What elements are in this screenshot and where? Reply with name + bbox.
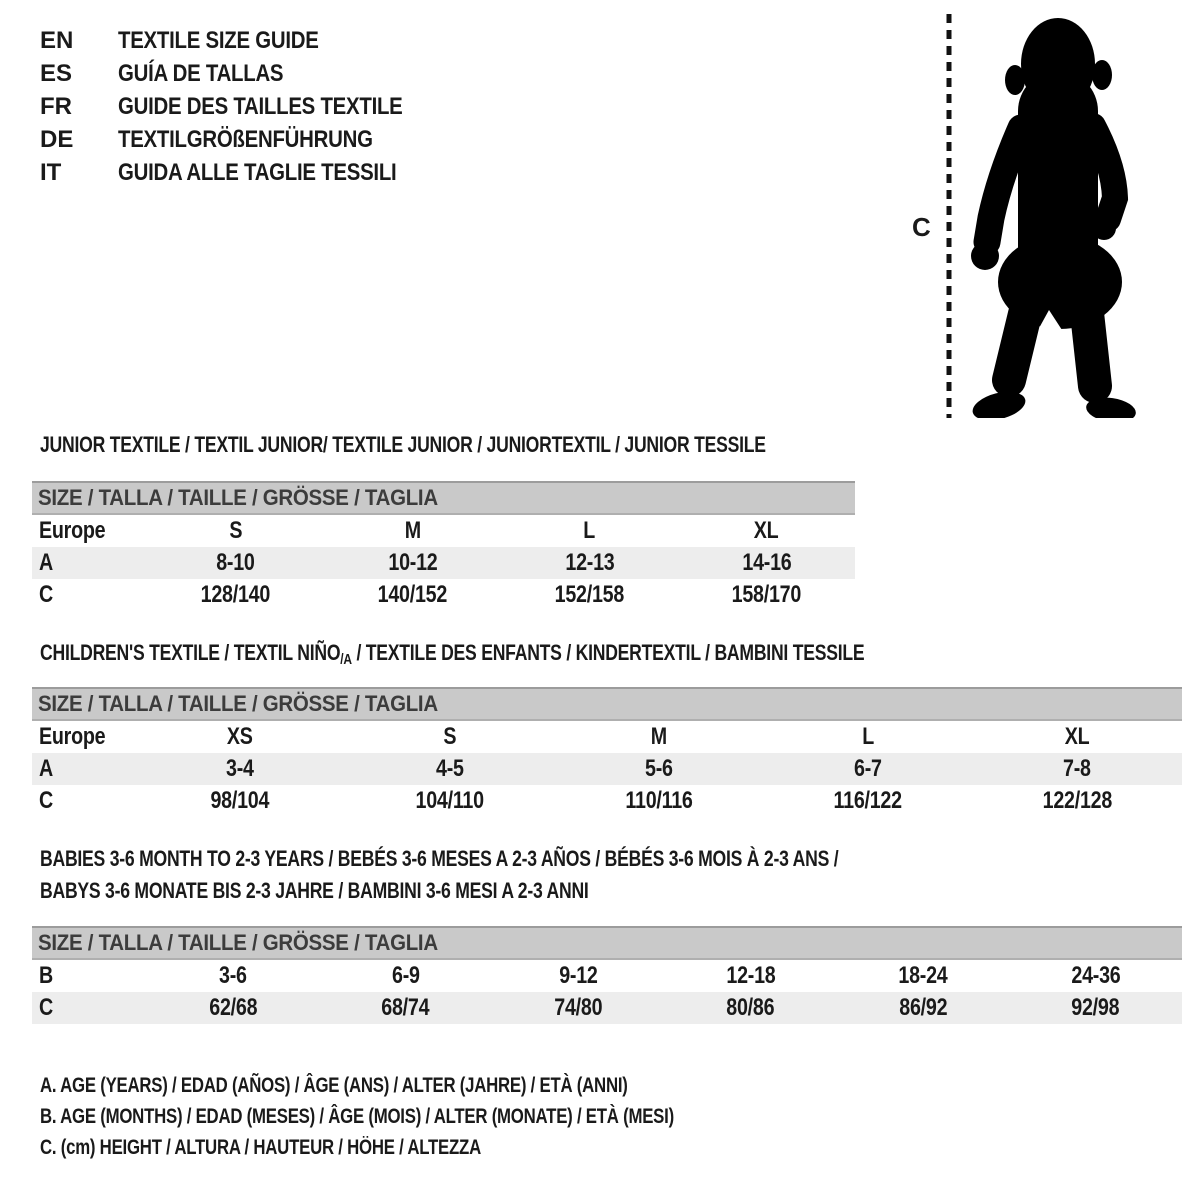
language-code: FR — [40, 92, 72, 120]
language-row — [40, 156, 453, 189]
table-row — [32, 579, 855, 611]
size-header-bar: SIZE / TALLA / TAILLE / GRÖSSE / TAGLIA — [38, 485, 438, 510]
language-title: GUIDE DES TAILLES TEXTILE — [118, 92, 403, 120]
value-cell: 80/86 — [726, 994, 775, 1021]
value-cell: 7-8 — [1063, 755, 1092, 782]
region-label-cell: Europe — [39, 723, 106, 750]
children-section-title: CHILDREN'S TEXTILE / TEXTIL NIÑO/A / TEXTILE DES ENFANTS / KINDERTEXTIL / BAMBINI TESSILE — [40, 640, 865, 668]
children-size-table — [32, 687, 1182, 817]
row-label-cell: A — [39, 755, 53, 782]
language-code: ES — [40, 59, 73, 87]
value-cell: 122/128 — [1042, 787, 1113, 814]
value-cell: 140/152 — [377, 581, 448, 608]
value-cell: 104/110 — [415, 787, 484, 814]
value-cell: 3-4 — [226, 755, 255, 782]
value-cell: 152/158 — [554, 581, 625, 608]
table-row — [32, 785, 1182, 817]
value-cell: 158/170 — [731, 581, 802, 608]
language-row — [40, 24, 453, 57]
value-cell: 98/104 — [210, 787, 270, 814]
size-header-row — [32, 482, 855, 514]
language-legend — [40, 24, 453, 189]
region-label-cell: Europe — [39, 517, 106, 544]
height-measure-label: C — [912, 212, 931, 242]
row-label-cell: C — [39, 787, 53, 814]
table-row — [32, 720, 1182, 753]
babies-section-title: BABIES 3-6 MONTH TO 2-3 YEARS / BEBÉS 3-6 MESES A 2-3 AÑOS / BÉBÉS 3-6 MOIS À 2-3 ANS / BABYS 3-6 MONATE BIS 2-3 JAHRE / BAMBINI 3-6 MESI A 2-3 ANNI — [40, 846, 839, 903]
size-cell: S — [442, 723, 456, 750]
language-code: EN — [40, 26, 74, 54]
size-cell: XL — [754, 517, 779, 544]
value-cell: 6-9 — [391, 962, 420, 989]
value-cell: 4-5 — [435, 755, 464, 782]
value-cell: 14-16 — [741, 549, 792, 576]
language-row — [40, 90, 453, 123]
table-row — [32, 959, 1182, 992]
footnotes — [40, 1070, 832, 1163]
row-label-cell: C — [39, 994, 53, 1021]
value-cell: 10-12 — [388, 549, 438, 576]
value-cell: 92/98 — [1071, 994, 1120, 1021]
size-cell: M — [650, 723, 667, 750]
value-cell: 12-18 — [726, 962, 776, 989]
value-cell: 86/92 — [899, 994, 948, 1021]
value-cell: 24-36 — [1071, 962, 1121, 989]
language-title: TEXTILGRÖßENFÜHRUNG — [118, 125, 373, 153]
junior-size-table — [32, 481, 855, 611]
size-header-row — [32, 927, 1182, 959]
language-title: GUIDA ALLE TAGLIE TESSILI — [118, 158, 397, 186]
size-cell: L — [583, 517, 596, 544]
row-label-cell: B — [39, 962, 53, 989]
size-header-row — [32, 688, 1182, 720]
language-row — [40, 57, 453, 90]
footnote: B. AGE (MONTHS) / EDAD (MESES) / ÂGE (MOIS) / ALTER (MONATE) / ETÀ (MESI) — [40, 1105, 674, 1128]
size-header-bar: SIZE / TALLA / TAILLE / GRÖSSE / TAGLIA — [38, 691, 438, 716]
value-cell: 74/80 — [554, 994, 603, 1021]
value-cell: 110/116 — [625, 787, 693, 814]
babies-size-table — [32, 926, 1182, 1024]
language-code: IT — [40, 158, 62, 186]
value-cell: 8-10 — [216, 549, 255, 576]
toddler-silhouette-image — [963, 16, 1141, 418]
value-cell: 5-6 — [644, 755, 673, 782]
language-code: DE — [40, 125, 74, 153]
value-cell: 128/140 — [200, 581, 271, 608]
value-cell: 68/74 — [381, 994, 430, 1021]
table-row — [32, 547, 855, 579]
value-cell: 12-13 — [564, 549, 615, 576]
table-row — [32, 992, 1182, 1024]
value-cell: 18-24 — [898, 962, 948, 989]
size-cell: XL — [1065, 723, 1090, 750]
value-cell: 3-6 — [219, 962, 248, 989]
height-measure-line — [944, 14, 954, 418]
size-header-bar: SIZE / TALLA / TAILLE / GRÖSSE / TAGLIA — [38, 930, 438, 955]
footnote: C. (cm) HEIGHT / ALTURA / HAUTEUR / HÖHE / ALTEZZA — [40, 1136, 481, 1159]
language-title: TEXTILE SIZE GUIDE — [118, 26, 319, 54]
size-cell: S — [229, 517, 243, 544]
nino-a-subscript: /A — [340, 651, 352, 668]
value-cell: 6-7 — [854, 755, 882, 782]
value-cell: 62/68 — [209, 994, 258, 1021]
footnote: A. AGE (YEARS) / EDAD (AÑOS) / ÂGE (ANS) / ALTER (JAHRE) / ETÀ (ANNI) — [40, 1074, 628, 1097]
value-cell: 116/122 — [833, 787, 903, 814]
table-row — [32, 753, 1182, 785]
size-cell: L — [862, 723, 874, 750]
row-label-cell: C — [39, 581, 53, 608]
value-cell: 9-12 — [559, 962, 598, 989]
table-row — [32, 514, 855, 547]
row-label-cell: A — [39, 549, 53, 576]
language-title: GUÍA DE TALLAS — [118, 59, 284, 87]
size-cell: M — [404, 517, 421, 544]
junior-section-title: JUNIOR TEXTILE / TEXTIL JUNIOR/ TEXTILE JUNIOR / JUNIORTEXTIL / JUNIOR TESSILE — [40, 432, 766, 457]
language-row — [40, 123, 453, 156]
size-cell: XS — [227, 723, 254, 750]
